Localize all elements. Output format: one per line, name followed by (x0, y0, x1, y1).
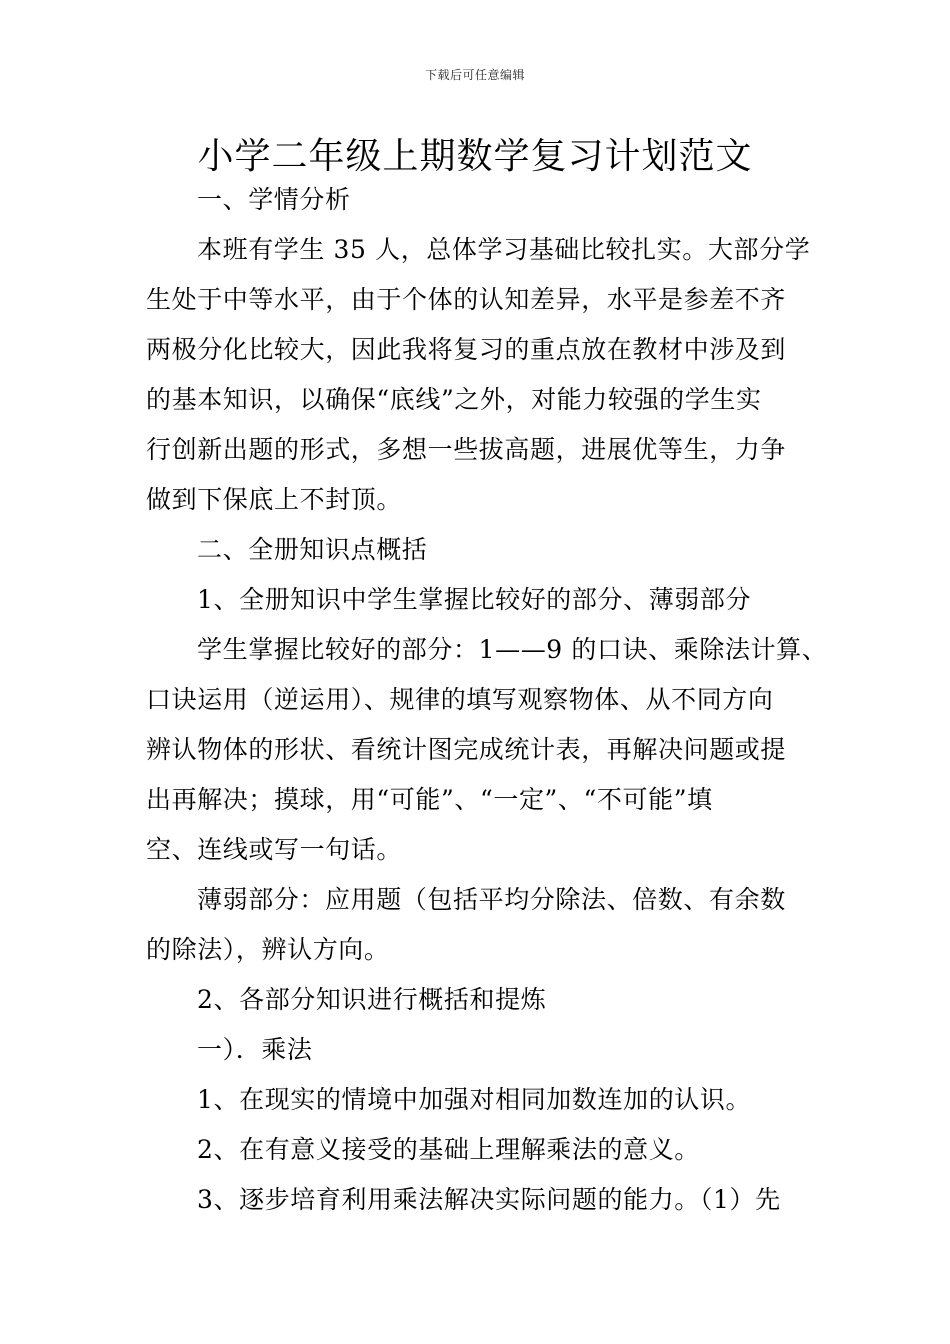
paragraph-line: 的除法），辨认方向。 (146, 935, 390, 964)
paragraph-line: 薄弱部分：应用题（包括平均分除法、倍数、有余数 (197, 885, 786, 914)
list-item: 3、逐步培育利用乘法解决实际问题的能力。（1）先 (197, 1185, 781, 1214)
paragraph-line: 生处于中等水平，由于个体的认知差异，水平是参差不齐 (146, 285, 787, 314)
paragraph-line: 辨认物体的形状、看统计图完成统计表，再解决问题或提 (146, 735, 787, 764)
paragraph-line: 行创新出题的形式，多想一些拔高题，进展优等生，力争 (146, 435, 787, 464)
heading-section-2: 二、全册知识点概括 (197, 535, 428, 564)
paragraph-line: 本班有学生 35 人，总体学习基础比较扎实。大部分学 (197, 235, 811, 264)
paragraph-line: 空、连线或写一句话。 (146, 835, 403, 864)
paragraph-line: 口诀运用（逆运用）、规律的填写观察物体、从不同方向 (146, 685, 774, 714)
heading-section-1: 一、学情分析 (197, 185, 351, 214)
paragraph-line: 出再解决；摸球，用“可能”、“一定”、“不可能”填 (146, 785, 713, 814)
paragraph-line: 的基本知识，以确保“底线”之外，对能力较强的学生实 (146, 385, 762, 414)
subheading-line: 一）．乘法 (197, 1035, 313, 1064)
page-header-note: 下载后可任意编辑 (424, 68, 525, 82)
document-title: 小学二年级上期数学复习计划范文 (197, 136, 753, 177)
paragraph-line: 做到下保底上不封顶。 (146, 485, 403, 514)
paragraph-line: 两极分化比较大，因此我将复习的重点放在教材中涉及到 (146, 335, 787, 364)
paragraph-line: 学生掌握比较好的部分：1——9 的口诀、乘除法计算、 (197, 635, 828, 664)
subheading-line: 1、全册知识中学生掌握比较好的部分、薄弱部分 (197, 585, 752, 614)
list-item: 1、在现实的情境中加强对相同加数连加的认识。 (197, 1085, 752, 1114)
list-item: 2、在有意义接受的基础上理解乘法的意义。 (197, 1135, 700, 1164)
subheading-line: 2、各部分知识进行概括和提炼 (197, 985, 547, 1014)
